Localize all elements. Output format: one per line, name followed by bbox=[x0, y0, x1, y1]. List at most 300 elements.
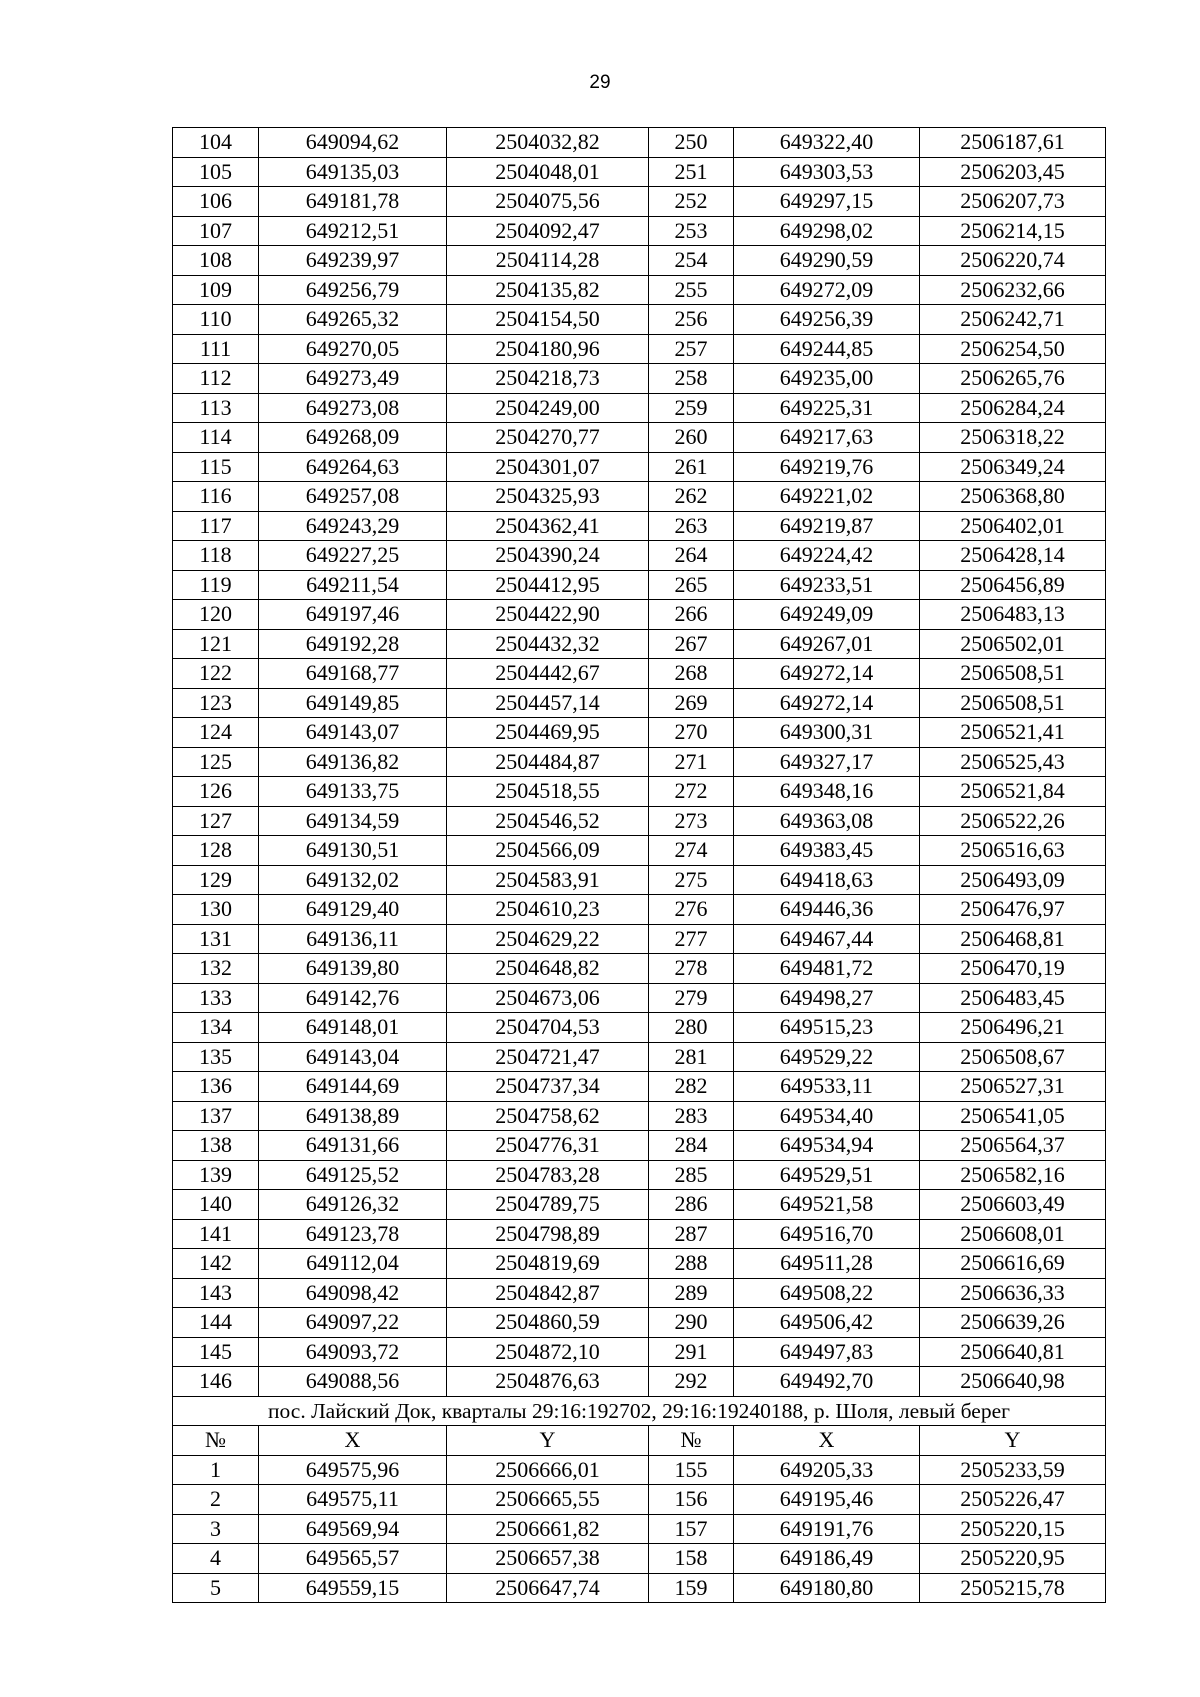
x-coordinate-cell: 649383,45 bbox=[734, 836, 920, 866]
point-number-cell: 252 bbox=[649, 187, 734, 217]
x-coordinate-cell: 649272,14 bbox=[734, 688, 920, 718]
point-number-cell: 132 bbox=[173, 954, 259, 984]
table-row bbox=[173, 806, 1106, 836]
point-number-cell: 271 bbox=[649, 747, 734, 777]
point-number-cell: 135 bbox=[173, 1042, 259, 1072]
point-number-cell: 272 bbox=[649, 777, 734, 807]
x-coordinate-cell: 649322,40 bbox=[734, 128, 920, 158]
table-row bbox=[173, 659, 1106, 689]
x-coordinate-cell: 649239,97 bbox=[259, 246, 447, 276]
y-coordinate-cell: 2504860,59 bbox=[447, 1308, 649, 1338]
x-coordinate-cell: 649270,05 bbox=[259, 334, 447, 364]
table-row bbox=[173, 1160, 1106, 1190]
table-row bbox=[173, 157, 1106, 187]
y-coordinate-cell: 2504048,01 bbox=[447, 157, 649, 187]
y-coordinate-cell: 2504566,09 bbox=[447, 836, 649, 866]
y-coordinate-cell: 2506203,45 bbox=[920, 157, 1106, 187]
x-coordinate-cell: 649467,44 bbox=[734, 924, 920, 954]
point-number-cell: 261 bbox=[649, 452, 734, 482]
point-number-cell: 286 bbox=[649, 1190, 734, 1220]
x-coordinate-cell: 649521,58 bbox=[734, 1190, 920, 1220]
point-number-cell: 256 bbox=[649, 305, 734, 335]
table-row bbox=[173, 865, 1106, 895]
y-coordinate-cell: 2506608,01 bbox=[920, 1219, 1106, 1249]
x-coordinate-cell: 649348,16 bbox=[734, 777, 920, 807]
table-row bbox=[173, 836, 1106, 866]
y-coordinate-cell: 2504583,91 bbox=[447, 865, 649, 895]
y-coordinate-cell: 2504872,10 bbox=[447, 1337, 649, 1367]
point-number-cell: 115 bbox=[173, 452, 259, 482]
y-coordinate-cell: 2506207,73 bbox=[920, 187, 1106, 217]
x-coordinate-cell: 649143,07 bbox=[259, 718, 447, 748]
x-coordinate-cell: 649256,39 bbox=[734, 305, 920, 335]
x-coordinate-cell: 649529,22 bbox=[734, 1042, 920, 1072]
point-number-cell: 280 bbox=[649, 1013, 734, 1043]
y-coordinate-cell: 2506527,31 bbox=[920, 1072, 1106, 1102]
x-coordinate-cell: 649273,49 bbox=[259, 364, 447, 394]
x-coordinate-cell: 649533,11 bbox=[734, 1072, 920, 1102]
table-row bbox=[173, 1337, 1106, 1367]
y-coordinate-cell: 2504075,56 bbox=[447, 187, 649, 217]
point-number-cell: 287 bbox=[649, 1219, 734, 1249]
point-number-cell: 139 bbox=[173, 1160, 259, 1190]
x-coordinate-cell: 649131,66 bbox=[259, 1131, 447, 1161]
y-coordinate-cell: 2506525,43 bbox=[920, 747, 1106, 777]
y-coordinate-cell: 2506564,37 bbox=[920, 1131, 1106, 1161]
point-number-cell: 114 bbox=[173, 423, 259, 453]
y-coordinate-cell: 2506661,82 bbox=[447, 1514, 649, 1544]
x-coordinate-cell: 649125,52 bbox=[259, 1160, 447, 1190]
x-coordinate-cell: 649227,25 bbox=[259, 541, 447, 571]
point-number-cell: 112 bbox=[173, 364, 259, 394]
table-row bbox=[173, 570, 1106, 600]
y-coordinate-cell: 2506456,89 bbox=[920, 570, 1106, 600]
y-coordinate-cell: 2504876,63 bbox=[447, 1367, 649, 1397]
table-row bbox=[173, 393, 1106, 423]
point-number-cell: 283 bbox=[649, 1101, 734, 1131]
y-coordinate-cell: 2504484,87 bbox=[447, 747, 649, 777]
x-coordinate-cell: 649249,09 bbox=[734, 600, 920, 630]
y-coordinate-cell: 2506640,81 bbox=[920, 1337, 1106, 1367]
point-number-cell: 143 bbox=[173, 1278, 259, 1308]
x-coordinate-cell: 649418,63 bbox=[734, 865, 920, 895]
y-coordinate-cell: 2506665,55 bbox=[447, 1485, 649, 1515]
y-coordinate-cell: 2506521,84 bbox=[920, 777, 1106, 807]
point-number-cell: 3 bbox=[173, 1514, 259, 1544]
y-coordinate-cell: 2504819,69 bbox=[447, 1249, 649, 1279]
x-coordinate-cell: 649129,40 bbox=[259, 895, 447, 925]
point-number-cell: 275 bbox=[649, 865, 734, 895]
point-number-cell: 142 bbox=[173, 1249, 259, 1279]
point-number-cell: 269 bbox=[649, 688, 734, 718]
x-coordinate-cell: 649534,94 bbox=[734, 1131, 920, 1161]
y-coordinate-cell: 2504469,95 bbox=[447, 718, 649, 748]
point-number-cell: 144 bbox=[173, 1308, 259, 1338]
y-coordinate-cell: 2505233,59 bbox=[920, 1455, 1106, 1485]
point-number-cell: 129 bbox=[173, 865, 259, 895]
point-number-cell: 123 bbox=[173, 688, 259, 718]
point-number-cell: 266 bbox=[649, 600, 734, 630]
y-coordinate-cell: 2504325,93 bbox=[447, 482, 649, 512]
x-coordinate-cell: 649534,40 bbox=[734, 1101, 920, 1131]
y-coordinate-cell: 2504842,87 bbox=[447, 1278, 649, 1308]
header-y: Y bbox=[920, 1426, 1106, 1456]
x-coordinate-cell: 649264,63 bbox=[259, 452, 447, 482]
x-coordinate-cell: 649219,76 bbox=[734, 452, 920, 482]
y-coordinate-cell: 2504032,82 bbox=[447, 128, 649, 158]
y-coordinate-cell: 2504798,89 bbox=[447, 1219, 649, 1249]
point-number-cell: 253 bbox=[649, 216, 734, 246]
point-number-cell: 122 bbox=[173, 659, 259, 689]
point-number-cell: 106 bbox=[173, 187, 259, 217]
table-row bbox=[173, 629, 1106, 659]
header-y: Y bbox=[447, 1426, 649, 1456]
table-row bbox=[173, 1544, 1106, 1574]
point-number-cell: 127 bbox=[173, 806, 259, 836]
x-coordinate-cell: 649265,32 bbox=[259, 305, 447, 335]
table-row bbox=[173, 1131, 1106, 1161]
y-coordinate-cell: 2505226,47 bbox=[920, 1485, 1106, 1515]
x-coordinate-cell: 649197,46 bbox=[259, 600, 447, 630]
point-number-cell: 257 bbox=[649, 334, 734, 364]
y-coordinate-cell: 2506582,16 bbox=[920, 1160, 1106, 1190]
x-coordinate-cell: 649267,01 bbox=[734, 629, 920, 659]
y-coordinate-cell: 2506483,13 bbox=[920, 600, 1106, 630]
point-number-cell: 158 bbox=[649, 1544, 734, 1574]
y-coordinate-cell: 2506516,63 bbox=[920, 836, 1106, 866]
page-number: 29 bbox=[589, 72, 611, 93]
y-coordinate-cell: 2504737,34 bbox=[447, 1072, 649, 1102]
y-coordinate-cell: 2506541,05 bbox=[920, 1101, 1106, 1131]
y-coordinate-cell: 2505215,78 bbox=[920, 1573, 1106, 1603]
table-row bbox=[173, 895, 1106, 925]
point-number-cell: 130 bbox=[173, 895, 259, 925]
table-row bbox=[173, 954, 1106, 984]
x-coordinate-cell: 649575,11 bbox=[259, 1485, 447, 1515]
y-coordinate-cell: 2506640,98 bbox=[920, 1367, 1106, 1397]
y-coordinate-cell: 2504412,95 bbox=[447, 570, 649, 600]
table-row bbox=[173, 777, 1106, 807]
x-coordinate-cell: 649142,76 bbox=[259, 983, 447, 1013]
table-row bbox=[173, 1013, 1106, 1043]
y-coordinate-cell: 2504301,07 bbox=[447, 452, 649, 482]
point-number-cell: 108 bbox=[173, 246, 259, 276]
x-coordinate-cell: 649272,09 bbox=[734, 275, 920, 305]
x-coordinate-cell: 649134,59 bbox=[259, 806, 447, 836]
table-row bbox=[173, 1278, 1106, 1308]
table-row bbox=[173, 983, 1106, 1013]
x-coordinate-cell: 649515,23 bbox=[734, 1013, 920, 1043]
y-coordinate-cell: 2506284,24 bbox=[920, 393, 1106, 423]
x-coordinate-cell: 649135,03 bbox=[259, 157, 447, 187]
x-coordinate-cell: 649112,04 bbox=[259, 1249, 447, 1279]
table-row bbox=[173, 1101, 1106, 1131]
y-coordinate-cell: 2504457,14 bbox=[447, 688, 649, 718]
point-number-cell: 291 bbox=[649, 1337, 734, 1367]
y-coordinate-cell: 2506666,01 bbox=[447, 1455, 649, 1485]
table-row bbox=[173, 187, 1106, 217]
section-title-row bbox=[173, 1396, 1106, 1426]
y-coordinate-cell: 2504249,00 bbox=[447, 393, 649, 423]
y-coordinate-cell: 2506349,24 bbox=[920, 452, 1106, 482]
y-coordinate-cell: 2506522,26 bbox=[920, 806, 1106, 836]
table-row bbox=[173, 423, 1106, 453]
table-row bbox=[173, 1190, 1106, 1220]
table-row bbox=[173, 718, 1106, 748]
point-number-cell: 157 bbox=[649, 1514, 734, 1544]
y-coordinate-cell: 2504546,52 bbox=[447, 806, 649, 836]
y-coordinate-cell: 2506521,41 bbox=[920, 718, 1106, 748]
y-coordinate-cell: 2504776,31 bbox=[447, 1131, 649, 1161]
x-coordinate-cell: 649132,02 bbox=[259, 865, 447, 895]
y-coordinate-cell: 2506476,97 bbox=[920, 895, 1106, 925]
point-number-cell: 113 bbox=[173, 393, 259, 423]
x-coordinate-cell: 649148,01 bbox=[259, 1013, 447, 1043]
y-coordinate-cell: 2504789,75 bbox=[447, 1190, 649, 1220]
x-coordinate-cell: 649273,08 bbox=[259, 393, 447, 423]
y-coordinate-cell: 2504721,47 bbox=[447, 1042, 649, 1072]
y-coordinate-cell: 2506470,19 bbox=[920, 954, 1106, 984]
header-number: № bbox=[173, 1426, 259, 1456]
table-row bbox=[173, 1485, 1106, 1515]
point-number-cell: 128 bbox=[173, 836, 259, 866]
coordinates-table bbox=[172, 127, 1106, 1603]
x-coordinate-cell: 649211,54 bbox=[259, 570, 447, 600]
x-coordinate-cell: 649205,33 bbox=[734, 1455, 920, 1485]
point-number-cell: 121 bbox=[173, 629, 259, 659]
x-coordinate-cell: 649511,28 bbox=[734, 1249, 920, 1279]
table-row bbox=[173, 246, 1106, 276]
y-coordinate-cell: 2506318,22 bbox=[920, 423, 1106, 453]
point-number-cell: 265 bbox=[649, 570, 734, 600]
x-coordinate-cell: 649195,46 bbox=[734, 1485, 920, 1515]
point-number-cell: 124 bbox=[173, 718, 259, 748]
table-row bbox=[173, 305, 1106, 335]
y-coordinate-cell: 2504432,32 bbox=[447, 629, 649, 659]
header-x: X bbox=[734, 1426, 920, 1456]
x-coordinate-cell: 649244,85 bbox=[734, 334, 920, 364]
y-coordinate-cell: 2504092,47 bbox=[447, 216, 649, 246]
y-coordinate-cell: 2506508,51 bbox=[920, 659, 1106, 689]
x-coordinate-cell: 649243,29 bbox=[259, 511, 447, 541]
point-number-cell: 255 bbox=[649, 275, 734, 305]
y-coordinate-cell: 2506265,76 bbox=[920, 364, 1106, 394]
point-number-cell: 1 bbox=[173, 1455, 259, 1485]
coordinates-part2 bbox=[173, 1455, 1106, 1603]
point-number-cell: 262 bbox=[649, 482, 734, 512]
y-coordinate-cell: 2506603,49 bbox=[920, 1190, 1106, 1220]
table-row bbox=[173, 1308, 1106, 1338]
x-coordinate-cell: 649290,59 bbox=[734, 246, 920, 276]
x-coordinate-cell: 649123,78 bbox=[259, 1219, 447, 1249]
x-coordinate-cell: 649149,85 bbox=[259, 688, 447, 718]
y-coordinate-cell: 2504180,96 bbox=[447, 334, 649, 364]
y-coordinate-cell: 2506508,67 bbox=[920, 1042, 1106, 1072]
y-coordinate-cell: 2504218,73 bbox=[447, 364, 649, 394]
point-number-cell: 133 bbox=[173, 983, 259, 1013]
x-coordinate-cell: 649212,51 bbox=[259, 216, 447, 246]
point-number-cell: 136 bbox=[173, 1072, 259, 1102]
x-coordinate-cell: 649094,62 bbox=[259, 128, 447, 158]
x-coordinate-cell: 649138,89 bbox=[259, 1101, 447, 1131]
point-number-cell: 118 bbox=[173, 541, 259, 571]
y-coordinate-cell: 2506647,74 bbox=[447, 1573, 649, 1603]
x-coordinate-cell: 649225,31 bbox=[734, 393, 920, 423]
point-number-cell: 5 bbox=[173, 1573, 259, 1603]
header-number: № bbox=[649, 1426, 734, 1456]
table-row bbox=[173, 1367, 1106, 1397]
point-number-cell: 126 bbox=[173, 777, 259, 807]
y-coordinate-cell: 2506232,66 bbox=[920, 275, 1106, 305]
x-coordinate-cell: 649126,32 bbox=[259, 1190, 447, 1220]
x-coordinate-cell: 649186,49 bbox=[734, 1544, 920, 1574]
x-coordinate-cell: 649327,17 bbox=[734, 747, 920, 777]
point-number-cell: 273 bbox=[649, 806, 734, 836]
x-coordinate-cell: 649217,63 bbox=[734, 423, 920, 453]
point-number-cell: 134 bbox=[173, 1013, 259, 1043]
x-coordinate-cell: 649508,22 bbox=[734, 1278, 920, 1308]
x-coordinate-cell: 649569,94 bbox=[259, 1514, 447, 1544]
y-coordinate-cell: 2506187,61 bbox=[920, 128, 1106, 158]
x-coordinate-cell: 649192,28 bbox=[259, 629, 447, 659]
x-coordinate-cell: 649300,31 bbox=[734, 718, 920, 748]
point-number-cell: 141 bbox=[173, 1219, 259, 1249]
y-coordinate-cell: 2505220,95 bbox=[920, 1544, 1106, 1574]
y-coordinate-cell: 2506508,51 bbox=[920, 688, 1106, 718]
x-coordinate-cell: 649565,57 bbox=[259, 1544, 447, 1574]
section-title: пос. Лайский Док, кварталы 29:16:192702, 29:16:19240188, р. Шоля, левый берег bbox=[173, 1396, 1106, 1426]
point-number-cell: 270 bbox=[649, 718, 734, 748]
x-coordinate-cell: 649256,79 bbox=[259, 275, 447, 305]
y-coordinate-cell: 2506402,01 bbox=[920, 511, 1106, 541]
point-number-cell: 111 bbox=[173, 334, 259, 364]
point-number-cell: 125 bbox=[173, 747, 259, 777]
y-coordinate-cell: 2506242,71 bbox=[920, 305, 1106, 335]
point-number-cell: 107 bbox=[173, 216, 259, 246]
y-coordinate-cell: 2504648,82 bbox=[447, 954, 649, 984]
y-coordinate-cell: 2505220,15 bbox=[920, 1514, 1106, 1544]
y-coordinate-cell: 2504610,23 bbox=[447, 895, 649, 925]
x-coordinate-cell: 649139,80 bbox=[259, 954, 447, 984]
x-coordinate-cell: 649219,87 bbox=[734, 511, 920, 541]
y-coordinate-cell: 2504422,90 bbox=[447, 600, 649, 630]
y-coordinate-cell: 2504362,41 bbox=[447, 511, 649, 541]
y-coordinate-cell: 2504390,24 bbox=[447, 541, 649, 571]
point-number-cell: 264 bbox=[649, 541, 734, 571]
table-row bbox=[173, 452, 1106, 482]
table-row bbox=[173, 128, 1106, 158]
point-number-cell: 140 bbox=[173, 1190, 259, 1220]
point-number-cell: 4 bbox=[173, 1544, 259, 1574]
table-row bbox=[173, 1042, 1106, 1072]
x-coordinate-cell: 649136,82 bbox=[259, 747, 447, 777]
x-coordinate-cell: 649497,83 bbox=[734, 1337, 920, 1367]
x-coordinate-cell: 649268,09 bbox=[259, 423, 447, 453]
point-number-cell: 120 bbox=[173, 600, 259, 630]
point-number-cell: 290 bbox=[649, 1308, 734, 1338]
x-coordinate-cell: 649088,56 bbox=[259, 1367, 447, 1397]
x-coordinate-cell: 649516,70 bbox=[734, 1219, 920, 1249]
table-row bbox=[173, 1072, 1106, 1102]
y-coordinate-cell: 2504114,28 bbox=[447, 246, 649, 276]
point-number-cell: 289 bbox=[649, 1278, 734, 1308]
point-number-cell: 109 bbox=[173, 275, 259, 305]
y-coordinate-cell: 2506368,80 bbox=[920, 482, 1106, 512]
point-number-cell: 159 bbox=[649, 1573, 734, 1603]
point-number-cell: 251 bbox=[649, 157, 734, 187]
y-coordinate-cell: 2504783,28 bbox=[447, 1160, 649, 1190]
point-number-cell: 278 bbox=[649, 954, 734, 984]
point-number-cell: 138 bbox=[173, 1131, 259, 1161]
x-coordinate-cell: 649136,11 bbox=[259, 924, 447, 954]
point-number-cell: 274 bbox=[649, 836, 734, 866]
y-coordinate-cell: 2506496,21 bbox=[920, 1013, 1106, 1043]
point-number-cell: 284 bbox=[649, 1131, 734, 1161]
point-number-cell: 268 bbox=[649, 659, 734, 689]
point-number-cell: 250 bbox=[649, 128, 734, 158]
x-coordinate-cell: 649481,72 bbox=[734, 954, 920, 984]
point-number-cell: 254 bbox=[649, 246, 734, 276]
x-coordinate-cell: 649272,14 bbox=[734, 659, 920, 689]
table-row bbox=[173, 541, 1106, 571]
point-number-cell: 281 bbox=[649, 1042, 734, 1072]
point-number-cell: 2 bbox=[173, 1485, 259, 1515]
x-coordinate-cell: 649221,02 bbox=[734, 482, 920, 512]
x-coordinate-cell: 649180,80 bbox=[734, 1573, 920, 1603]
y-coordinate-cell: 2506657,38 bbox=[447, 1544, 649, 1574]
x-coordinate-cell: 649303,53 bbox=[734, 157, 920, 187]
header-row bbox=[173, 1426, 1106, 1456]
y-coordinate-cell: 2506616,69 bbox=[920, 1249, 1106, 1279]
x-coordinate-cell: 649529,51 bbox=[734, 1160, 920, 1190]
table-row bbox=[173, 1455, 1106, 1485]
y-coordinate-cell: 2504629,22 bbox=[447, 924, 649, 954]
y-coordinate-cell: 2506254,50 bbox=[920, 334, 1106, 364]
y-coordinate-cell: 2506639,26 bbox=[920, 1308, 1106, 1338]
y-coordinate-cell: 2504758,62 bbox=[447, 1101, 649, 1131]
table-row bbox=[173, 1573, 1106, 1603]
y-coordinate-cell: 2506220,74 bbox=[920, 246, 1106, 276]
x-coordinate-cell: 649133,75 bbox=[259, 777, 447, 807]
table-row bbox=[173, 1249, 1106, 1279]
point-number-cell: 260 bbox=[649, 423, 734, 453]
table-row bbox=[173, 600, 1106, 630]
y-coordinate-cell: 2506493,09 bbox=[920, 865, 1106, 895]
x-coordinate-cell: 649093,72 bbox=[259, 1337, 447, 1367]
x-coordinate-cell: 649098,42 bbox=[259, 1278, 447, 1308]
y-coordinate-cell: 2504704,53 bbox=[447, 1013, 649, 1043]
point-number-cell: 116 bbox=[173, 482, 259, 512]
x-coordinate-cell: 649233,51 bbox=[734, 570, 920, 600]
y-coordinate-cell: 2504154,50 bbox=[447, 305, 649, 335]
y-coordinate-cell: 2506502,01 bbox=[920, 629, 1106, 659]
point-number-cell: 288 bbox=[649, 1249, 734, 1279]
point-number-cell: 285 bbox=[649, 1160, 734, 1190]
x-coordinate-cell: 649224,42 bbox=[734, 541, 920, 571]
point-number-cell: 267 bbox=[649, 629, 734, 659]
point-number-cell: 276 bbox=[649, 895, 734, 925]
x-coordinate-cell: 649446,36 bbox=[734, 895, 920, 925]
y-coordinate-cell: 2506483,45 bbox=[920, 983, 1106, 1013]
y-coordinate-cell: 2506636,33 bbox=[920, 1278, 1106, 1308]
y-coordinate-cell: 2506214,15 bbox=[920, 216, 1106, 246]
table-row bbox=[173, 364, 1106, 394]
point-number-cell: 145 bbox=[173, 1337, 259, 1367]
table-row bbox=[173, 688, 1106, 718]
table-row bbox=[173, 1219, 1106, 1249]
x-coordinate-cell: 649559,15 bbox=[259, 1573, 447, 1603]
y-coordinate-cell: 2504270,77 bbox=[447, 423, 649, 453]
